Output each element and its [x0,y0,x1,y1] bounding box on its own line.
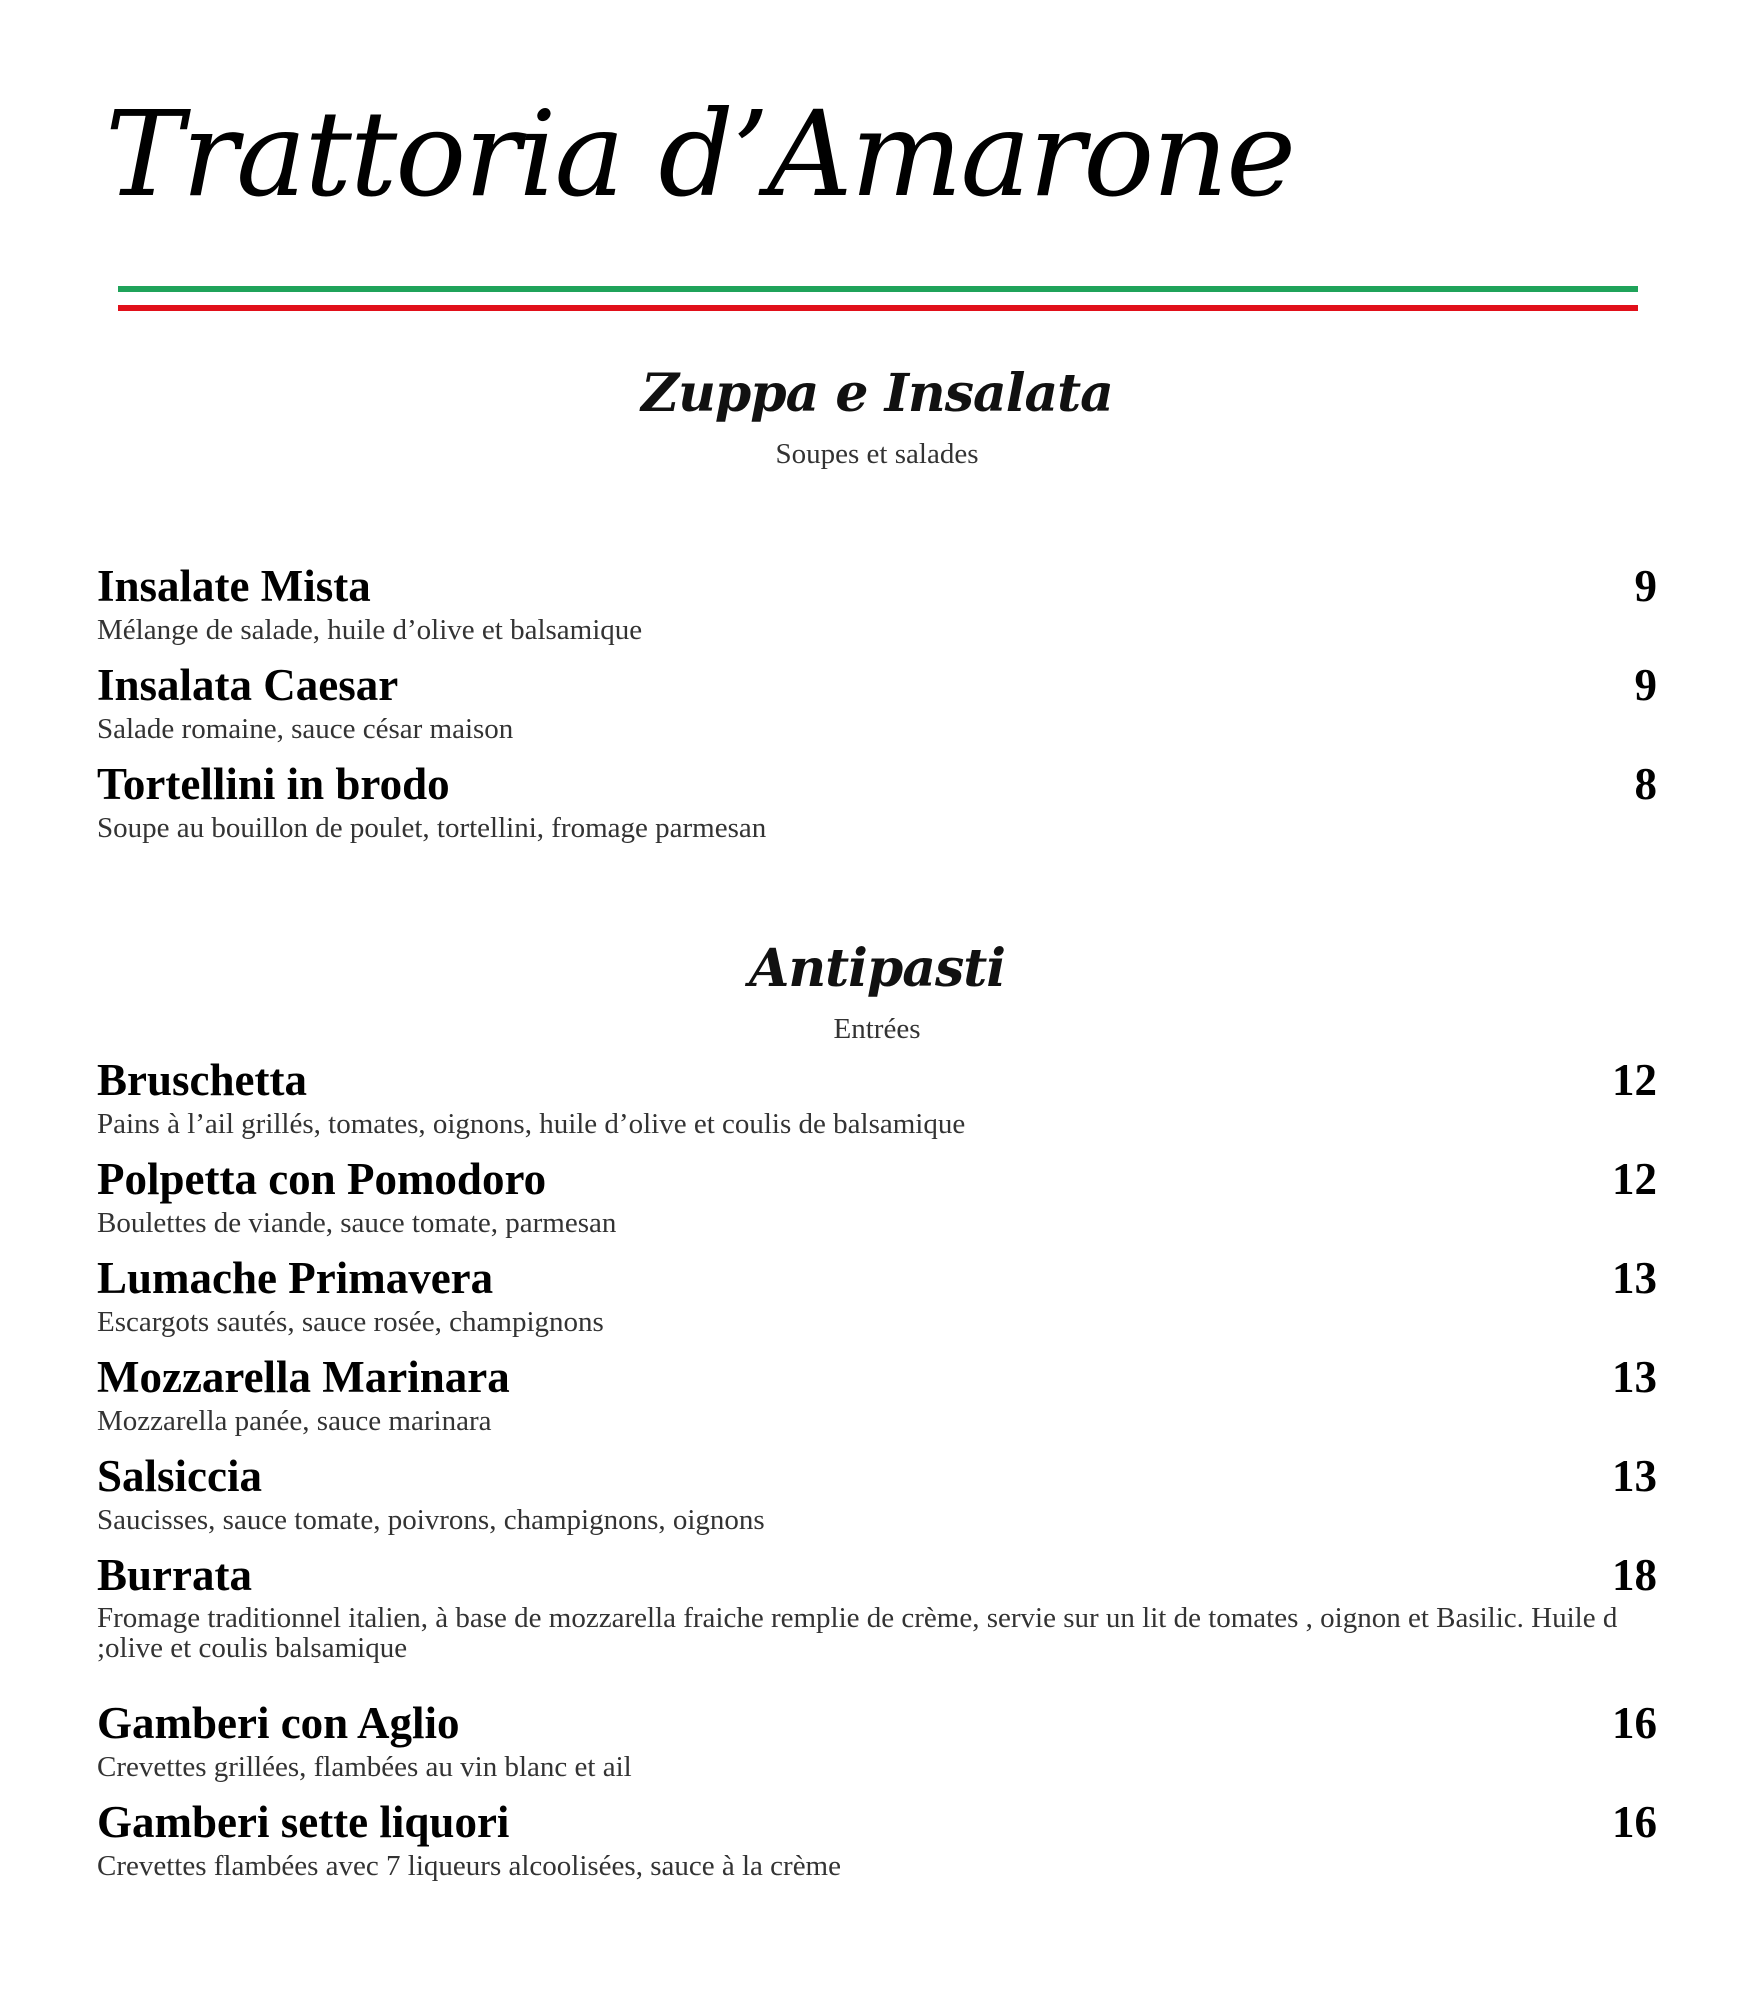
item-name: Gamberi sette liquori [97,1797,510,1847]
item-price: 16 [1612,1797,1657,1847]
section-title: Antipasti [748,938,1006,999]
menu-item [97,1151,1657,1250]
menu-items-list [97,558,1657,855]
menu-item [97,558,1657,657]
item-name: Insalata Caesar [97,660,399,710]
item-description: Escargots sautés, sauce rosée, champignons [97,1306,604,1338]
menu-item [97,1794,1657,1893]
item-price: 18 [1612,1550,1657,1600]
item-price: 9 [1634,561,1657,611]
item-name: Bruschetta [97,1055,307,1105]
item-price: 12 [1612,1055,1657,1105]
menu-item [97,1052,1657,1151]
item-name: Mozzarella Marinara [97,1352,510,1402]
item-name: Salsiccia [97,1451,262,1501]
item-name: Burrata [97,1550,252,1600]
menu-item [97,756,1657,855]
green-divider [118,286,1638,292]
menu-items-list [97,1052,1657,1893]
restaurant-name: Trattoria d’Amarone [105,85,1295,223]
item-description: Salade romaine, sauce césar maison [97,713,514,745]
menu-item [97,657,1657,756]
item-description: Soupe au bouillon de poulet, tortellini, fromage parmesan [97,812,767,844]
item-name: Lumache Primavera [97,1253,494,1303]
item-price: 9 [1634,660,1657,710]
section-title: Zuppa e Insalata [641,363,1113,424]
section-subtitle: Soupes et salades [775,438,979,470]
item-price: 13 [1612,1451,1657,1501]
item-description: Mozzarella panée, sauce marinara [97,1405,492,1437]
item-price: 16 [1612,1698,1657,1748]
item-price: 13 [1612,1352,1657,1402]
menu-item [97,1448,1657,1547]
item-price: 13 [1612,1253,1657,1303]
menu-item [97,1349,1657,1448]
item-name: Gamberi con Aglio [97,1698,460,1748]
item-description: Pains à l’ail grillés, tomates, oignons, huile d’olive et coulis de balsamique [97,1108,966,1140]
item-price: 12 [1612,1154,1657,1204]
item-description: Saucisses, sauce tomate, poivrons, champignons, oignons [97,1504,765,1536]
item-description: Crevettes grillées, flambées au vin blanc et ail [97,1751,632,1783]
item-name: Polpetta con Pomodoro [97,1154,547,1204]
menu-item [97,1250,1657,1349]
item-name: Insalate Mista [97,561,371,611]
item-price: 8 [1634,759,1657,809]
item-description: Boulettes de viande, sauce tomate, parmesan [97,1207,617,1239]
item-description: Crevettes flambées avec 7 liqueurs alcoolisées, sauce à la crème [97,1850,841,1882]
menu-item [97,1695,1657,1794]
menu-item [97,1547,1657,1695]
item-description: Mélange de salade, huile d’olive et balsamique [97,614,643,646]
item-description: Fromage traditionnel italien, à base de mozzarella fraiche remplie de crème, servie sur un lit de tomates , oignon et Basilic. Huile d ;olive et coulis balsamique [97,1602,1618,1664]
section-subtitle: Entrées [833,1013,921,1045]
item-name: Tortellini in brodo [97,759,450,809]
red-divider [118,305,1638,311]
